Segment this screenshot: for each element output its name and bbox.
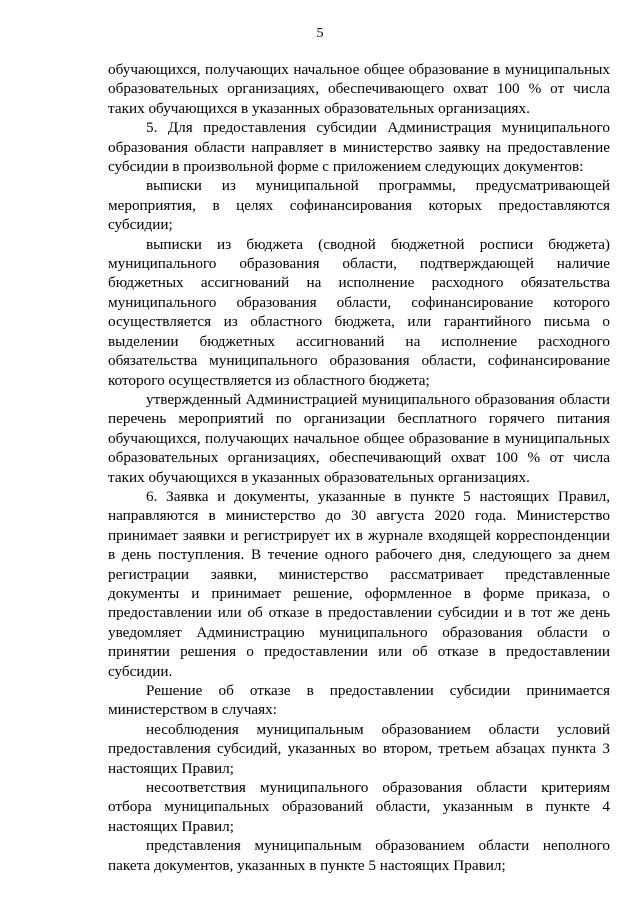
paragraph-refusal-decision: Решение об отказе в предоставлении субсидии принимается министерством в случаях:	[108, 682, 610, 719]
paragraph-continuation: обучающихся, получающих начальное общее образование в муниципальных образовательных организациях, обеспечивающего охват 100 % от числа таких обучающихся в указанных образовательных организациях.	[108, 61, 610, 117]
paragraph-program-extract: выписки из муниципальной программы, предусматривающей мероприятия, в целях софинансирования которых предоставляются субсидии;	[108, 177, 610, 234]
paragraph-item-6: 6. Заявка и документы, указанные в пункте 5 настоящих Правил, направляются в министерство до 30 августа 2020 года. Министерство принимает заявки и регистрирует их в журнале входящей корреспонденции в день поступления. В течение одного рабочего дня, следующего за днем регистрации заявки, министерство рассматривает представленные документы и принимает решение, оформленное в форме приказа, о предоставлении или об отказе в предоставлении субсидии и в тот же день уведомляет Администрацию муниципального образования области о принятии решения о предоставлении или об отказе в предоставлении субсидии.	[108, 487, 610, 680]
paragraph-budget-extract: выписки из бюджета (сводной бюджетной росписи бюджета) муниципального образования области, подтверждающей наличие бюджетных ассигнований на исполнение расходного обязательства муниципального образования области, софинансирование которого осуществляется из областного бюджета, или гарантийного письма о выделении бюджетных ассигнований на исполнение расходного обязательства муниципального образования области, софинансирование которого осуществляется из областного бюджета;	[108, 235, 610, 389]
paragraph-refusal-reason-2: несоответствия муниципального образования области критериям отбора муниципальных образований области, указанным в пункте 4 настоящих Правил;	[108, 779, 610, 835]
paragraph-refusal-reason-3: представления муниципальным образованием области неполного пакета документов, указанных в пункте 5 настоящих Правил;	[108, 837, 610, 874]
paragraph-refusal-reason-1: несоблюдения муниципальным образованием области условий предоставления субсидий, указанных во втором, третьем абзацах пункта 3 настоящих Правил;	[108, 720, 610, 777]
page-number: 5	[316, 26, 324, 41]
paragraph-item-5: 5. Для предоставления субсидии Администрация муниципального образования области направляет в министерство заявку на предоставление субсидии в произвольной форме с приложением следующих документов:	[108, 119, 610, 176]
paragraph-measures-list: утвержденный Администрацией муниципального образования области перечень мероприятий по организации бесплатного горячего питания обучающихся, получающих начальное общее образование в муниципальных образовательных организациях, обеспечивающий охват 100 % от числа таких обучающихся в указанных образовательных организациях.	[108, 390, 610, 486]
